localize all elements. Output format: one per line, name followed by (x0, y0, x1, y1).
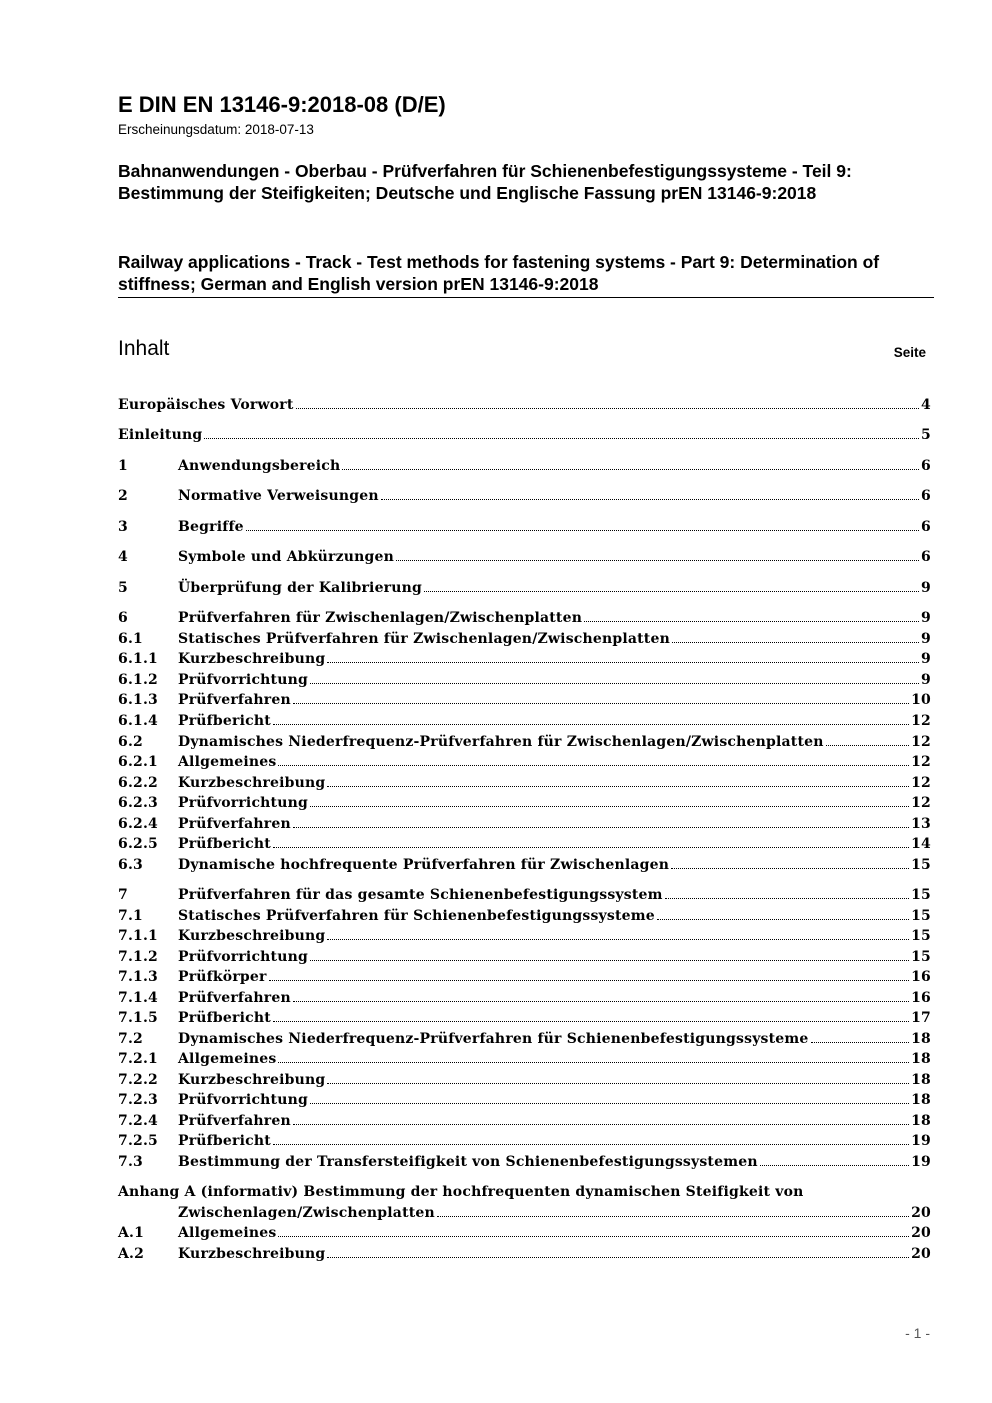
toc-entry-line (178, 690, 931, 710)
toc-entry-number: 6.1.3 (118, 692, 158, 708)
toc-entry-page: 15 (911, 928, 931, 944)
toc-entry-page: 9 (921, 672, 931, 688)
toc-entry-line (178, 1131, 931, 1151)
toc-entry[interactable] (118, 855, 931, 875)
toc-dot-leader (396, 547, 919, 561)
toc-dot-leader (342, 456, 919, 470)
toc-entry-page: 18 (911, 1072, 931, 1088)
toc-dot-leader (657, 906, 909, 920)
toc-entry-title: Prüfverfahren für Zwischenlagen/Zwischenplatten (178, 610, 583, 626)
toc-entry-page: 12 (911, 754, 931, 770)
toc-entry-page: 18 (911, 1031, 931, 1047)
toc-entry-line (178, 456, 931, 476)
toc-entry[interactable] (118, 486, 931, 506)
toc-dot-leader (327, 773, 909, 787)
toc-dot-leader (273, 834, 909, 848)
toc-dot-leader (296, 395, 920, 409)
toc-dot-leader (293, 690, 909, 704)
toc-entry-title: Prüfvorrichtung (178, 1092, 308, 1108)
toc-entry-page: 20 (911, 1225, 931, 1241)
toc-entry[interactable] (118, 906, 931, 926)
toc-entry-line (178, 1090, 931, 1110)
toc-entry-line (178, 793, 931, 813)
toc-dot-leader (273, 1131, 909, 1145)
toc-entry-title: Prüfvorrichtung (178, 949, 308, 965)
toc-entry[interactable] (118, 395, 931, 415)
toc-dot-leader (424, 578, 919, 592)
toc-entry-line (178, 773, 931, 793)
toc-dot-leader (278, 752, 909, 766)
toc-entry[interactable] (118, 1049, 931, 1069)
toc-dot-leader (327, 1244, 909, 1258)
toc-entry-title: Prüfverfahren (178, 990, 291, 1006)
toc-entry-line (178, 486, 931, 506)
toc-entry-title: Dynamisches Niederfrequenz-Prüfverfahren für Zwischenlagen/Zwischenplatten (178, 734, 824, 750)
toc-entry-title: Allgemeines (178, 1225, 277, 1241)
toc-entry-page: 16 (911, 969, 931, 985)
toc-entry-title: Zwischenlagen/Zwischenplatten (178, 1205, 435, 1221)
toc-entry[interactable] (118, 649, 931, 669)
toc-entry-title: Kurzbeschreibung (178, 1072, 326, 1088)
toc-dot-leader (293, 988, 909, 1002)
toc-entry-title: Begriffe (178, 519, 244, 535)
toc-entry[interactable] (118, 517, 931, 537)
toc-entry-page: 14 (911, 836, 931, 852)
toc-entry-page: 12 (911, 795, 931, 811)
toc-entry-page: 19 (911, 1154, 931, 1170)
toc-entry[interactable] (118, 547, 931, 567)
toc-entry[interactable] (118, 752, 931, 772)
toc-entry-page: 6 (921, 458, 931, 474)
toc-entry-line (178, 578, 931, 598)
toc-entry[interactable] (118, 1223, 931, 1243)
toc-dot-leader (293, 814, 909, 828)
toc-entry-line (178, 629, 931, 649)
toc-entry[interactable] (118, 1090, 931, 1110)
toc-dot-leader (327, 926, 909, 940)
toc-entry-line (178, 517, 931, 537)
toc-entry-line (178, 1244, 931, 1264)
toc-entry-title: Prüfbericht (178, 713, 271, 729)
toc-dot-leader (273, 1008, 909, 1022)
toc-entry-number: 7.1 (118, 908, 143, 924)
release-date: Erscheinungsdatum: 2018-07-13 (118, 122, 314, 137)
toc-entry-line (178, 1029, 931, 1049)
toc-entry-number: 7.2 (118, 1031, 143, 1047)
toc-entry-line (178, 649, 931, 669)
toc-entry-number: 6.2.3 (118, 795, 158, 811)
toc-entry[interactable] (118, 814, 931, 834)
toc-entry-title: Kurzbeschreibung (178, 651, 326, 667)
toc-entry-page: 17 (911, 1010, 931, 1026)
toc-entry-line (178, 1008, 931, 1028)
toc-entry-title: Statisches Prüfverfahren für Schienenbefestigungssysteme (178, 908, 655, 924)
toc-entry-page: 15 (911, 887, 931, 903)
toc-dot-leader (204, 425, 919, 439)
toc-entry-line (178, 926, 931, 946)
toc-entry-title: Prüfverfahren für das gesamte Schienenbefestigungssystem (178, 887, 663, 903)
toc-entry-line (178, 834, 931, 854)
toc-dot-leader (437, 1203, 909, 1217)
toc-entry-line (118, 425, 931, 445)
toc-dot-leader (269, 967, 910, 981)
toc-entry-number: 7.1.3 (118, 969, 158, 985)
toc-entry-number: 7.2.3 (118, 1092, 158, 1108)
toc-entry-title: Prüfbericht (178, 1133, 271, 1149)
toc-entry-page: 19 (911, 1133, 931, 1149)
toc-entry-page: 18 (911, 1113, 931, 1129)
toc-entry-line (178, 711, 931, 731)
toc-entry[interactable] (118, 1152, 931, 1172)
toc-entry-number: 6.2 (118, 734, 143, 750)
toc-entry-page: 20 (911, 1246, 931, 1262)
toc-entry-page: 9 (921, 651, 931, 667)
toc-entry-line (178, 814, 931, 834)
toc-entry-line (178, 1111, 931, 1131)
toc-dot-leader (760, 1152, 909, 1166)
toc-entry-number: A.1 (118, 1225, 145, 1241)
toc-entry-title: Prüfkörper (178, 969, 267, 985)
toc-entry-title: Bestimmung der Transfersteifigkeit von Schienenbefestigungssystemen (178, 1154, 758, 1170)
toc-dot-leader (665, 885, 910, 899)
toc-entry[interactable] (118, 793, 931, 813)
toc-entry-page: 4 (921, 397, 931, 413)
toc-heading: Inhalt (118, 337, 170, 360)
toc-entry-page: 18 (911, 1051, 931, 1067)
toc-dot-leader (381, 486, 919, 500)
toc-entry-line (178, 752, 931, 772)
toc-entry[interactable] (118, 926, 931, 946)
header-divider (118, 297, 934, 298)
title-english: Railway applications - Track - Test methods for fastening systems - Part 9: Determination of stiffness; German and English version prEN 13146-9:2018 (118, 252, 880, 294)
toc-dot-leader (273, 711, 909, 725)
toc-entry-title: Prüfvorrichtung (178, 795, 308, 811)
toc-dot-leader (278, 1223, 909, 1237)
toc-entry-line (178, 1203, 931, 1223)
toc-entry-page: 13 (911, 816, 931, 832)
toc-entry-number: 6.3 (118, 857, 143, 873)
toc-dot-leader (310, 947, 909, 961)
toc-entry[interactable] (118, 578, 931, 598)
toc-entry-line (118, 395, 931, 415)
toc-entry-number: 7.1.5 (118, 1010, 158, 1026)
toc-entry-number: A.2 (118, 1246, 145, 1262)
toc-entry[interactable] (118, 1070, 931, 1090)
toc-entry-number: 1 (118, 458, 128, 474)
toc-entry[interactable] (118, 629, 931, 649)
toc-entry-page: 12 (911, 713, 931, 729)
toc-dot-leader (584, 608, 919, 622)
toc-entry-number: 7.3 (118, 1154, 143, 1170)
toc-entry-title: Allgemeines (178, 1051, 277, 1067)
toc-entry-line (178, 547, 931, 567)
page-number: - 1 - (905, 1325, 930, 1341)
toc-dot-leader (310, 670, 919, 684)
toc-entry-number: 5 (118, 580, 128, 596)
toc-entry[interactable] (118, 425, 931, 445)
toc-dot-leader (327, 649, 919, 663)
toc-entry-title: Überprüfung der Kalibrierung (178, 580, 423, 596)
toc-entry-number: 7.2.2 (118, 1072, 158, 1088)
toc-entry-number: 6.2.2 (118, 775, 158, 791)
toc-entry-title: Prüfbericht (178, 836, 271, 852)
toc-entry-number: 7 (118, 887, 128, 903)
toc-dot-leader (246, 517, 919, 531)
toc-entry-number: 6.2.5 (118, 836, 158, 852)
toc-entry-title: Prüfverfahren (178, 1113, 291, 1129)
document-id: E DIN EN 13146-9:2018-08 (D/E) (118, 92, 446, 117)
toc-entry-number: 6 (118, 610, 128, 626)
toc-entry[interactable] (118, 988, 931, 1008)
toc-entry[interactable] (118, 456, 931, 476)
toc-entry-title: Kurzbeschreibung (178, 1246, 326, 1262)
toc-entry-page: 5 (921, 427, 931, 443)
toc-entry[interactable] (118, 773, 931, 793)
toc-entry[interactable] (118, 1131, 931, 1151)
toc-entry-page: 6 (921, 519, 931, 535)
toc-entry-title: Prüfverfahren (178, 816, 291, 832)
toc-entry[interactable] (118, 967, 931, 987)
toc-entry-line (178, 608, 931, 628)
toc-entry-title: Statisches Prüfverfahren für Zwischenlagen/Zwischenplatten (178, 631, 670, 647)
toc-entry-title: Einleitung (118, 427, 203, 443)
toc-page-column-heading: Seite (893, 345, 926, 360)
toc-entry-page: 20 (911, 1205, 931, 1221)
toc-entry-line (178, 1049, 931, 1069)
toc-entry-number: 6.2.4 (118, 816, 158, 832)
toc-entry[interactable] (118, 732, 931, 752)
toc-entry-line (178, 670, 931, 690)
toc-entry[interactable] (118, 834, 931, 854)
toc-entry-title: Normative Verweisungen (178, 488, 379, 504)
toc-entry-number: 6.1.4 (118, 713, 158, 729)
toc-entry-page: 10 (911, 692, 931, 708)
toc-entry-page: 9 (921, 610, 931, 626)
toc-entry[interactable] (118, 690, 931, 710)
toc-entry-title: Allgemeines (178, 754, 277, 770)
toc-entry-title: Dynamisches Niederfrequenz-Prüfverfahren für Schienenbefestigungssysteme (178, 1031, 809, 1047)
toc-entry-line (178, 855, 931, 875)
toc-entry-number: 7.1.2 (118, 949, 158, 965)
annex-a-heading[interactable]: Anhang A (informativ) Bestimmung der hochfrequenten dynamischen Steifigkeit von (118, 1184, 804, 1200)
toc-entry[interactable] (118, 885, 931, 905)
toc-entry-title: Europäisches Vorwort (118, 397, 294, 413)
toc-dot-leader (278, 1049, 909, 1063)
toc-entry-number: 6.1.1 (118, 651, 158, 667)
toc-entry-page: 16 (911, 990, 931, 1006)
toc-entry-number: 7.2.5 (118, 1133, 158, 1149)
toc-entry-number: 7.2.1 (118, 1051, 158, 1067)
toc-entry[interactable] (118, 670, 931, 690)
toc-entry-title: Kurzbeschreibung (178, 928, 326, 944)
toc-entry[interactable] (118, 1111, 931, 1131)
toc-entry-page: 9 (921, 631, 931, 647)
toc-entry-number: 7.1.4 (118, 990, 158, 1006)
toc-entry-number: 6.1 (118, 631, 143, 647)
title-german: Bahnanwendungen - Oberbau - Prüfverfahren für Schienenbefestigungssysteme - Teil 9: Bestimmung der Steifigkeiten; Deutsche und Englische Fassung prEN 13146-9:2018 (118, 161, 852, 203)
toc-entry-line (178, 906, 931, 926)
toc-entry-number: 6.2.1 (118, 754, 158, 770)
toc-entry-line (178, 885, 931, 905)
toc-dot-leader (671, 855, 909, 869)
toc-dot-leader (310, 793, 909, 807)
toc-entry-page: 15 (911, 949, 931, 965)
toc-entry[interactable] (118, 1008, 931, 1028)
toc-entry[interactable] (118, 1203, 931, 1223)
toc-dot-leader (327, 1070, 909, 1084)
toc-entry-title: Anwendungsbereich (178, 458, 341, 474)
toc-entry-page: 15 (911, 908, 931, 924)
toc-entry-number: 3 (118, 519, 128, 535)
toc-entry-title: Prüfverfahren (178, 692, 291, 708)
toc-entry-line (178, 1223, 931, 1243)
toc-entry-title: Dynamische hochfrequente Prüfverfahren für Zwischenlagen (178, 857, 670, 873)
toc-dot-leader (310, 1090, 909, 1104)
toc-entry-page: 12 (911, 775, 931, 791)
toc-entry-line (178, 967, 931, 987)
toc-entry-title: Prüfbericht (178, 1010, 271, 1026)
toc-entry-line (178, 988, 931, 1008)
toc-entry-line (178, 1152, 931, 1172)
toc-entry-page: 9 (921, 580, 931, 596)
toc-entry-page: 6 (921, 488, 931, 504)
toc-dot-leader (811, 1029, 910, 1043)
toc-entry-page: 12 (911, 734, 931, 750)
toc-entry-page: 18 (911, 1092, 931, 1108)
toc-dot-leader (672, 629, 919, 643)
toc-entry-title: Kurzbeschreibung (178, 775, 326, 791)
toc-entry-number: 2 (118, 488, 128, 504)
toc-entry-title: Prüfvorrichtung (178, 672, 308, 688)
toc-dot-leader (293, 1111, 909, 1125)
toc-entry-line (178, 732, 931, 752)
toc-entry-line (178, 1070, 931, 1090)
toc-entry-number: 6.1.2 (118, 672, 158, 688)
toc-entry-page: 6 (921, 549, 931, 565)
toc-entry-line (178, 947, 931, 967)
toc-entry-number: 7.2.4 (118, 1113, 158, 1129)
toc-entry-number: 4 (118, 549, 128, 565)
toc-entry-title: Symbole und Abkürzungen (178, 549, 394, 565)
toc-dot-leader (826, 732, 910, 746)
toc-entry-number: 7.1.1 (118, 928, 158, 944)
toc-entry[interactable] (118, 1244, 931, 1264)
toc-entry-page: 15 (911, 857, 931, 873)
toc-entry[interactable] (118, 947, 931, 967)
toc-entry[interactable] (118, 608, 931, 628)
toc-entry[interactable] (118, 1029, 931, 1049)
toc-entry[interactable] (118, 711, 931, 731)
